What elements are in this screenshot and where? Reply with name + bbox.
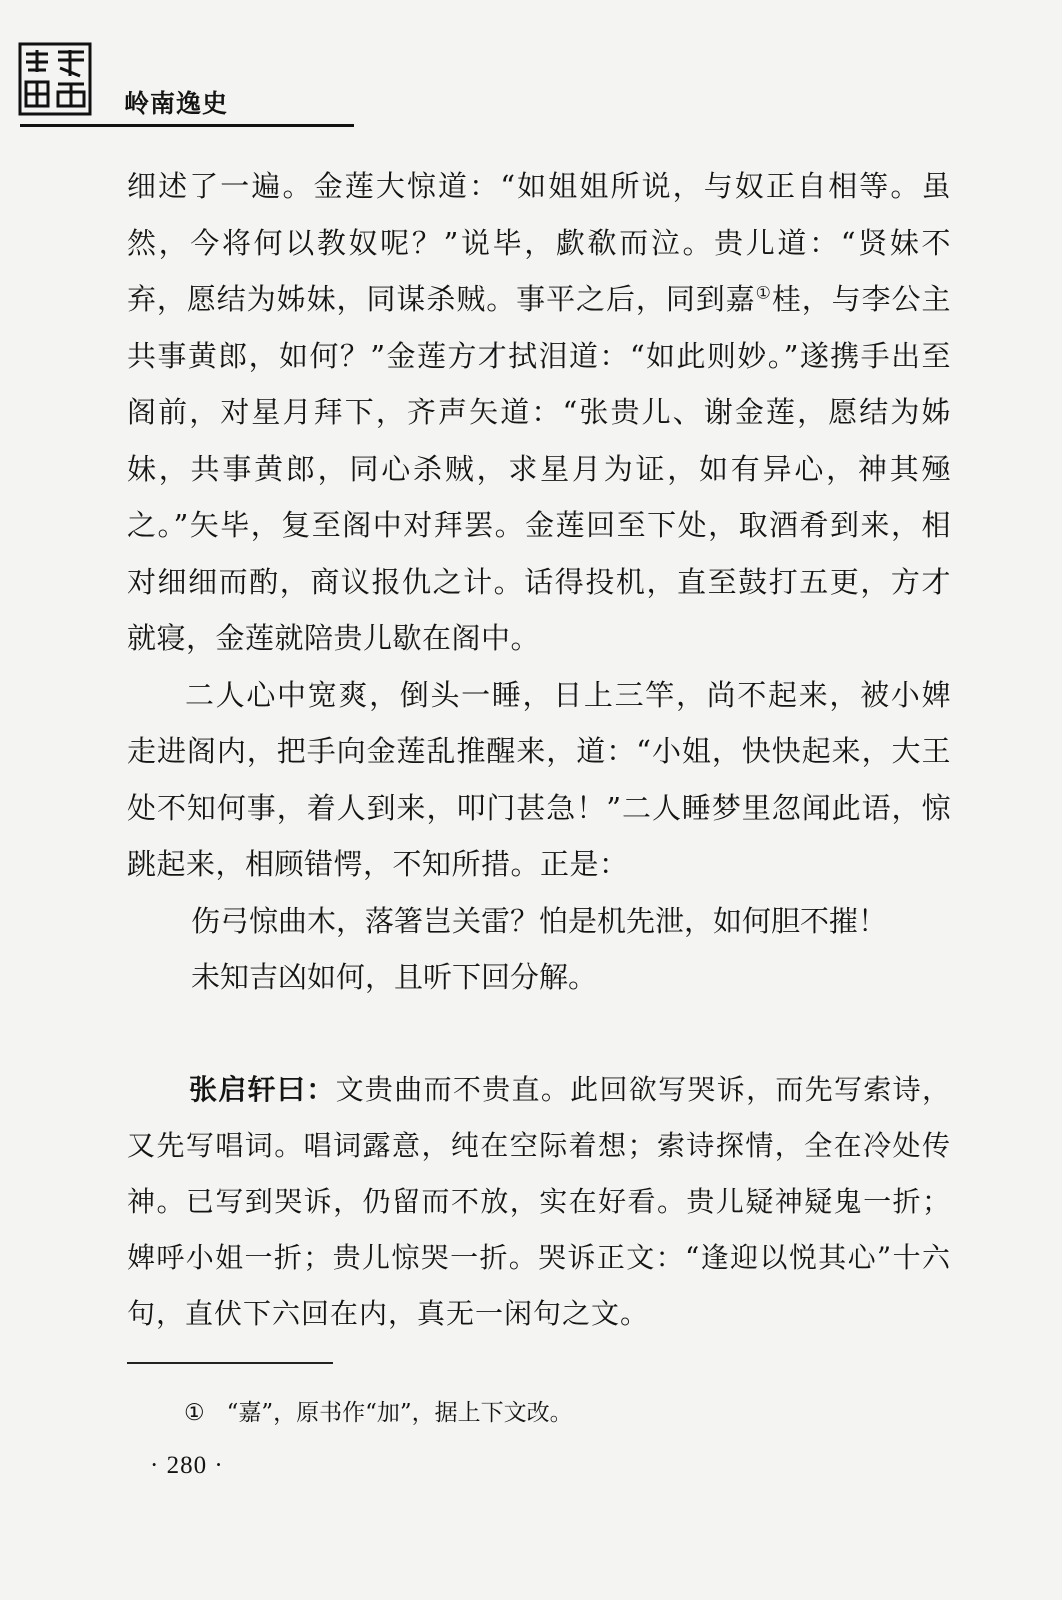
paragraph-1 bbox=[127, 158, 951, 667]
paragraph-1-part-2: 桂，与李公主共事黄郎，如何？”金莲方才拭泪道：“如此则妙。”遂携手出至阁前，对星月拜下，齐声矢道：“张贵儿、谢金莲，愿结为姊妹，共事黄郎，同心杀贼，求星月为证，如有异心，神其殛之。”矢毕，复至阁中对拜罢。金莲回至下处，取酒肴到来，相对细细而酌，商议报仇之计。话得投机，直至鼓打五更，方才就寝，金莲就陪贵儿歇在阁中。 bbox=[127, 282, 951, 655]
verse-line: 伤弓惊曲木，落箸岂关雷？怕是机先泄，如何胆不摧！ bbox=[191, 903, 888, 938]
footnote-rule bbox=[127, 1362, 333, 1364]
footnote-reference: ① bbox=[755, 283, 772, 304]
commentary-paragraph bbox=[127, 1062, 951, 1342]
chapter-closing-line: 未知吉凶如何，且听下回分解。 bbox=[191, 960, 598, 994]
paragraph-2: 二人心中宽爽，倒头一睡，日上三竿，尚不起来，被小婢走进阁内，把手向金莲乱推醒来，道：“小姐，快快起来，大王处不知何事，着人到来，叩门甚急！”二人睡梦里忽闻此语，惊跳起来，相顾错愕，不知所措。正是： bbox=[127, 677, 951, 881]
series-seal-logo bbox=[18, 42, 92, 116]
header-rule bbox=[20, 124, 354, 127]
footnote-text: “嘉”，原书作“加”，据上下文改。 bbox=[226, 1400, 573, 1426]
commentator-label: 张启轩曰： bbox=[189, 1073, 336, 1106]
footnote bbox=[184, 1396, 573, 1430]
main-text bbox=[127, 158, 951, 1006]
page-number: · 280 · bbox=[150, 1452, 224, 1479]
paragraph-1-part-1: 细述了一遍。金莲大惊道：“如姐姐所说，与奴正自相等。虽然，今将何以教奴呢？”说毕，歔欷而泣。贵儿道：“贤妹不弃，愿结为姊妹，同谋杀贼。事平之后，同到嘉 bbox=[127, 169, 951, 316]
footnote-mark: ① bbox=[184, 1400, 205, 1426]
running-title: 岭南逸史 bbox=[124, 89, 229, 118]
commentary-text: 文贵曲而不贵直。此回欲写哭诉，而先写索诗，又先写唱词。唱词露意，纯在空际着想；索诗探情，全在冷处传神。已写到哭诉，仍留而不放，实在好看。贵儿疑神疑鬼一折；婢呼小姐一折；贵儿惊哭一折。哭诉正文：“逢迎以悦其心”十六句，直伏下六回在内，真无一闲句之文。 bbox=[127, 1073, 951, 1330]
